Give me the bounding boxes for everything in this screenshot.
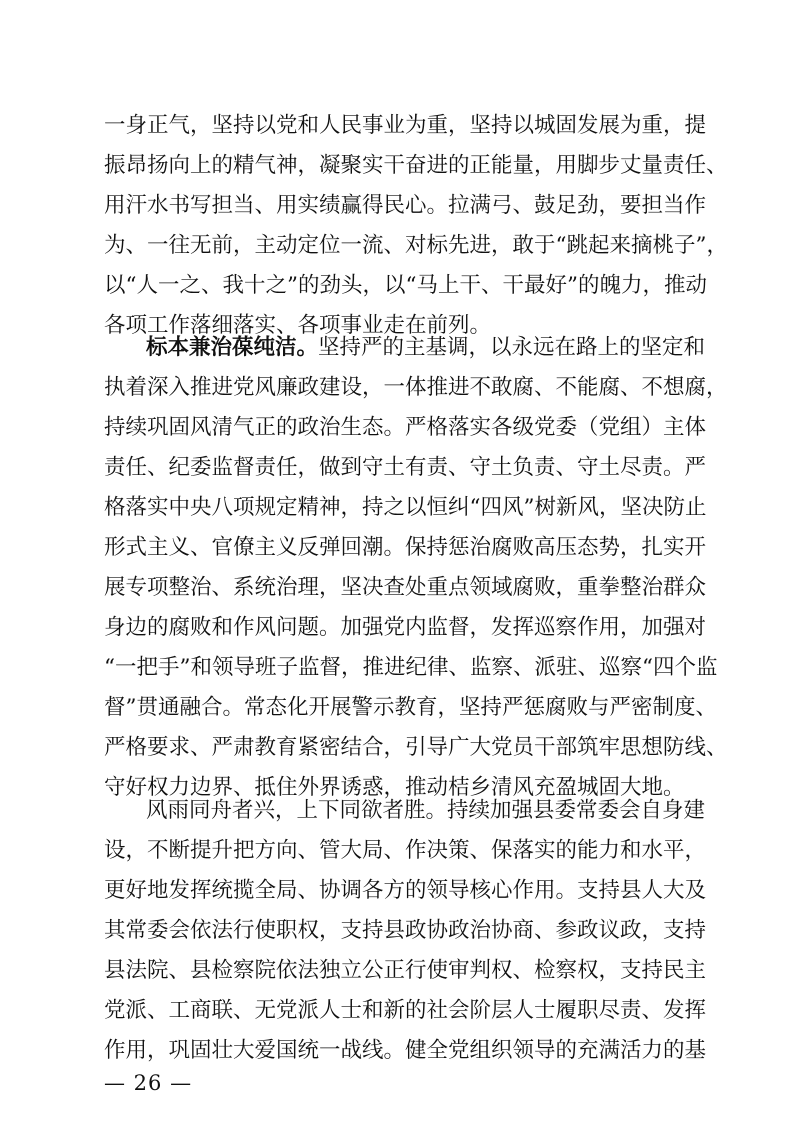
paragraph-1-line: 为、一往无前，主动定位一流、对标先进，敢于“跳起来摘桃子”， (104, 233, 728, 258)
paragraph-1-line: 振昂扬向上的精气神，凝聚实干奋进的正能量，用脚步丈量责任、 (104, 153, 728, 178)
page-number: — 26 — (104, 1071, 193, 1095)
paragraph-2-first-line (146, 329, 706, 367)
paragraph-3-line: 更好地发挥统揽全局、协调各方的领导核心作用。支持县人大及 (104, 878, 707, 903)
paragraph-2-line: 执着深入推进党风廉政建设，一体推进不敢腐、不能腐、不想腐， (104, 375, 728, 400)
paragraph-2-line: 身边的腐败和作风问题。加强党内监督，发挥巡察作用，加强对 (104, 615, 707, 640)
paragraph-2-line: 格落实中央八项规定精神，持之以恒纠“四风”树新风，坚决防止 (104, 495, 707, 520)
paragraph-1-line: 各项工作落细落实、各项事业走在前列。 (104, 313, 492, 338)
paragraph-2-line: “一把手”和领导班子监督，推进纪律、监察、派驻、巡察“四个监 (104, 655, 718, 680)
section-heading: 标本兼治葆纯洁。 (146, 335, 319, 360)
paragraph-2-first-line-text: 坚持严的主基调，以永远在路上的坚定和 (318, 335, 706, 360)
paragraph-2-line: 守好权力边界、抵住外界诱惑，推动桔乡清风充盈城固大地。 (104, 775, 685, 800)
paragraph-3-line: 设，不断提升把方向、管大局、作决策、保落实的能力和水平， (104, 838, 707, 863)
paragraph-1-line: 一身正气，坚持以党和人民事业为重，坚持以城固发展为重，提 (104, 113, 707, 138)
paragraph-2-line: 展专项整治、系统治理，坚决查处重点领域腐败，重拳整治群众 (104, 575, 707, 600)
paragraph-2-line: 督”贯通融合。常态化开展警示教育，坚持严惩腐败与严密制度、 (104, 695, 717, 720)
paragraph-2-line: 严格要求、严肃教育紧密结合，引导广大党员干部筑牢思想防线、 (104, 735, 728, 760)
paragraph-3-first-line: 风雨同舟者兴，上下同欲者胜。持续加强县委常委会自身建 (146, 798, 706, 823)
paragraph-1-line: 用汗水书写担当、用实绩赢得民心。拉满弓、鼓足劲，要担当作 (104, 193, 707, 218)
paragraph-2-line: 形式主义、官僚主义反弹回潮。保持惩治腐败高压态势，扎实开 (104, 535, 707, 560)
paragraph-3-line: 其常委会依法行使职权，支持县政协政治协商、参政议政，支持 (104, 918, 707, 943)
paragraph-2-line: 责任、纪委监督责任，做到守土有责、守土负责、守土尽责。严 (104, 455, 707, 480)
paragraph-3-line: 作用，巩固壮大爱国统一战线。健全党组织领导的充满活力的基 (104, 1038, 707, 1063)
paragraph-2-line: 持续巩固风清气正的政治生态。严格落实各级党委（党组）主体 (104, 415, 707, 440)
paragraph-1-line: 以“人一之、我十之”的劲头，以“马上干、干最好”的魄力，推动 (104, 273, 707, 298)
paragraph-3-line: 县法院、县检察院依法独立公正行使审判权、检察权，支持民主 (104, 958, 707, 983)
paragraph-3-line: 党派、工商联、无党派人士和新的社会阶层人士履职尽责、发挥 (104, 998, 707, 1023)
